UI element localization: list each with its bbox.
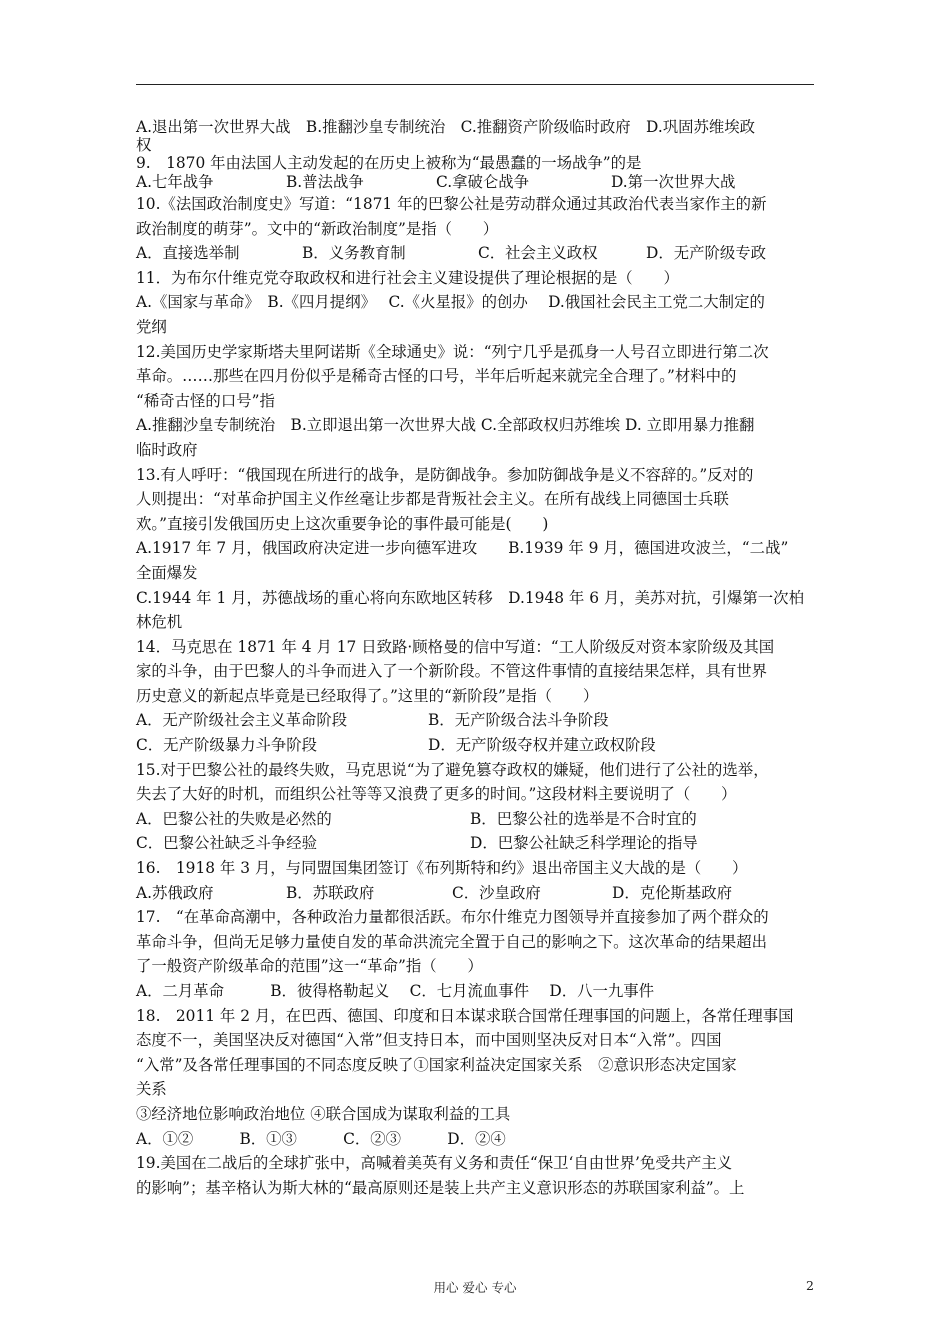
q15-option-c: C．巴黎公社缺乏斗争经验 (136, 834, 318, 853)
q13-options-ab-cont: 全面爆发 (136, 563, 198, 582)
q10-stem-2: 政治制度的萌芽”。文中的“新政治制度”是指（ ） (136, 219, 499, 238)
q12-options: A.推翻沙皇专制统治 B.立即退出第一次世界大战 C.全部政权归苏维埃 D. 立即用暴力推翻 (136, 416, 755, 435)
q16-option-c: C．沙皇政府 (452, 883, 541, 902)
q18-stem-4: 关系 (136, 1080, 167, 1099)
q10-stem-1: 10.《法国政治制度史》写道：“1871 年的巴黎公社是劳动群众通过其政治代表当家作主的新 (136, 195, 767, 213)
q10-option-d: D．无产阶级专政 (646, 244, 767, 263)
q9-stem: 9. 1870 年由法国人主动发起的在历史上被称为“最愚蠢的一场战争”的是 (136, 154, 642, 172)
footer-text: 用心 爱心 专心 (433, 1280, 517, 1295)
q14-option-c: C．无产阶级暴力斗争阶段 (136, 736, 318, 755)
q15-stem-1: 15.对于巴黎公社的最终失败，马克思说“为了避免篡夺政权的嫌疑，他们进行了公社的选举， (136, 760, 769, 779)
q16-options (136, 881, 816, 906)
q12-stem-3: “稀奇古怪的口号”指 (136, 391, 275, 410)
q17-stem-1: 17. “在革命高潮中，各种政治力量都很活跃。布尔什维克力图领导并直接参加了两个群众的 (136, 908, 769, 927)
q19-stem-1: 19.美国在二战后的全球扩张中，高喊着美英有义务和责任“保卫‘自由世界’免受共产主义 (136, 1154, 733, 1173)
q10-option-c: C．社会主义政权 (478, 244, 598, 263)
q9-option-a: A.七年战争 (136, 173, 214, 191)
q10-option-a: A．直接选举制 (136, 244, 240, 263)
q11-options: A.《国家与革命》 B.《四月提纲》 C.《火星报》的创办 D.俄国社会民主工党二大制定的 (136, 293, 765, 312)
q13-stem-1: 13.有人呼吁：“俄国现在所进行的战争，是防御战争。参加防御战争是义不容辞的。”反对的 (136, 465, 754, 484)
q13-options-cd-cont: 林危机 (136, 613, 183, 632)
q17-stem-3: 了一般资产阶级革命的范围”这一“革命”指（ ） (136, 957, 483, 976)
q19-stem-2: 的影响”；基辛格认为斯大林的“最高原则还是装上共产主义意识形态的苏联国家利益”。上 (136, 1178, 745, 1197)
q18-stem-3: “入常”及各常任理事国的不同态度反映了①国家利益决定国家关系 ②意识形态决定国家 (136, 1055, 737, 1074)
q13-options-cd: C.1944 年 1 月，苏德战场的重心将向东欧地区转移 D.1948 年 6 月，美苏对抗，引爆第一次柏 (136, 588, 804, 607)
q15-stem-2: 失去了大好的时机，而组织公社等等又浪费了更多的时间。”这段材料主要说明了（ ） (136, 785, 737, 804)
q16-stem: 16. 1918 年 3 月，与同盟国集团签订《布列斯特和约》退出帝国主义大战的是（ ） (136, 859, 748, 878)
q8-options: A.退出第一次世界大战 B.推翻沙皇专制统治 C.推翻资产阶级临时政府 D.巩固苏维埃政 (136, 118, 756, 136)
q8-options-cont: 权 (136, 136, 152, 154)
q15-options-cd (136, 831, 816, 856)
q17-options: A．二月革命 B．彼得格勒起义 C．七月流血事件 D．八一九事件 (136, 982, 655, 1000)
q15-option-a: A．巴黎公社的失败是必然的 (136, 809, 332, 828)
q10-options (136, 241, 816, 266)
q14-option-d: D．无产阶级夺权并建立政权阶段 (428, 736, 656, 755)
q18-stem-2: 态度不一，美国坚决反对德国“入常”但支持日本，而中国则坚决反对日本“入常”。四国 (136, 1031, 722, 1050)
q14-option-a: A．无产阶级社会主义革命阶段 (136, 711, 348, 730)
q9-options (136, 173, 816, 192)
q15-options-ab (136, 807, 816, 832)
q13-stem-2: 人则提出：“对革命护国主义作丝毫让步都是背叛社会主义。在所有战线上同德国士兵联 (136, 490, 729, 509)
q18-stem-5: ③经济地位影响政治地位 ④联合国成为谋取利益的工具 (136, 1104, 511, 1123)
q16-option-d: D．克伦斯基政府 (612, 883, 733, 902)
q15-option-b: B．巴黎公社的选举是不合时宜的 (470, 809, 697, 828)
q9-option-b: B.普法战争 (286, 173, 364, 191)
q12-stem-2: 革命。……那些在四月份似乎是稀奇古怪的口号，半年后听起来就完全合理了。”材料中的 (136, 367, 737, 386)
q18-options: A．①② B．①③ C．②③ D．②④ (136, 1129, 506, 1148)
q12-options-cont: 临时政府 (136, 440, 198, 459)
document-body (136, 118, 816, 1200)
page-number: 2 (806, 1278, 814, 1293)
q12-stem-1: 12.美国历史学家斯塔夫里阿诺斯《全球通史》说：“列宁几乎是孤身一人号召立即进行第二次 (136, 342, 769, 361)
q11-stem: 11．为布尔什维克党夺取政权和进行社会主义建设提供了理论根据的是（ ） (136, 268, 679, 287)
q9-option-d: D.第一次世界大战 (611, 173, 736, 191)
q16-option-a: A.苏俄政府 (136, 883, 214, 902)
q14-option-b: B．无产阶级合法斗争阶段 (428, 711, 609, 730)
q13-stem-3: 欢。”直接引发俄国历史上这次重要争论的事件最可能是( ) (136, 514, 549, 533)
q17-stem-2: 革命斗争，但尚无足够力量使自发的革命洪流完全置于自己的影响之下。这次革命的结果超出 (136, 932, 768, 951)
q18-stem-1: 18. 2011 年 2 月，在巴西、德国、印度和日本谋求联合国常任理事国的问题上，各常任理事国 (136, 1006, 794, 1025)
q14-stem-3: 历史意义的新起点毕竟是已经取得了。”这里的“新阶段”是指（ ） (136, 686, 599, 705)
header-rule (136, 84, 814, 85)
q14-stem-2: 家的斗争，由于巴黎人的斗争而进入了一个新阶段。不管这件事情的直接结果怎样，具有世界 (136, 662, 768, 681)
q11-options-cont: 党纲 (136, 317, 167, 336)
q10-option-b: B．义务教育制 (302, 244, 406, 263)
q14-options-ab (136, 708, 816, 733)
q14-options-cd (136, 733, 816, 758)
q13-options-ab: A.1917 年 7 月，俄国政府决定进一步向德军进攻 B.1939 年 9 月，德国进攻波兰，“二战” (136, 539, 789, 558)
q14-stem-1: 14．马克思在 1871 年 4 月 17 日致路·顾格曼的信中写道：“工人阶级反对资本家阶级及其国 (136, 637, 775, 656)
q16-option-b: B．苏联政府 (286, 883, 375, 902)
q15-option-d: D．巴黎公社缺乏科学理论的指导 (470, 834, 698, 853)
q9-option-c: C.拿破仑战争 (436, 173, 530, 191)
